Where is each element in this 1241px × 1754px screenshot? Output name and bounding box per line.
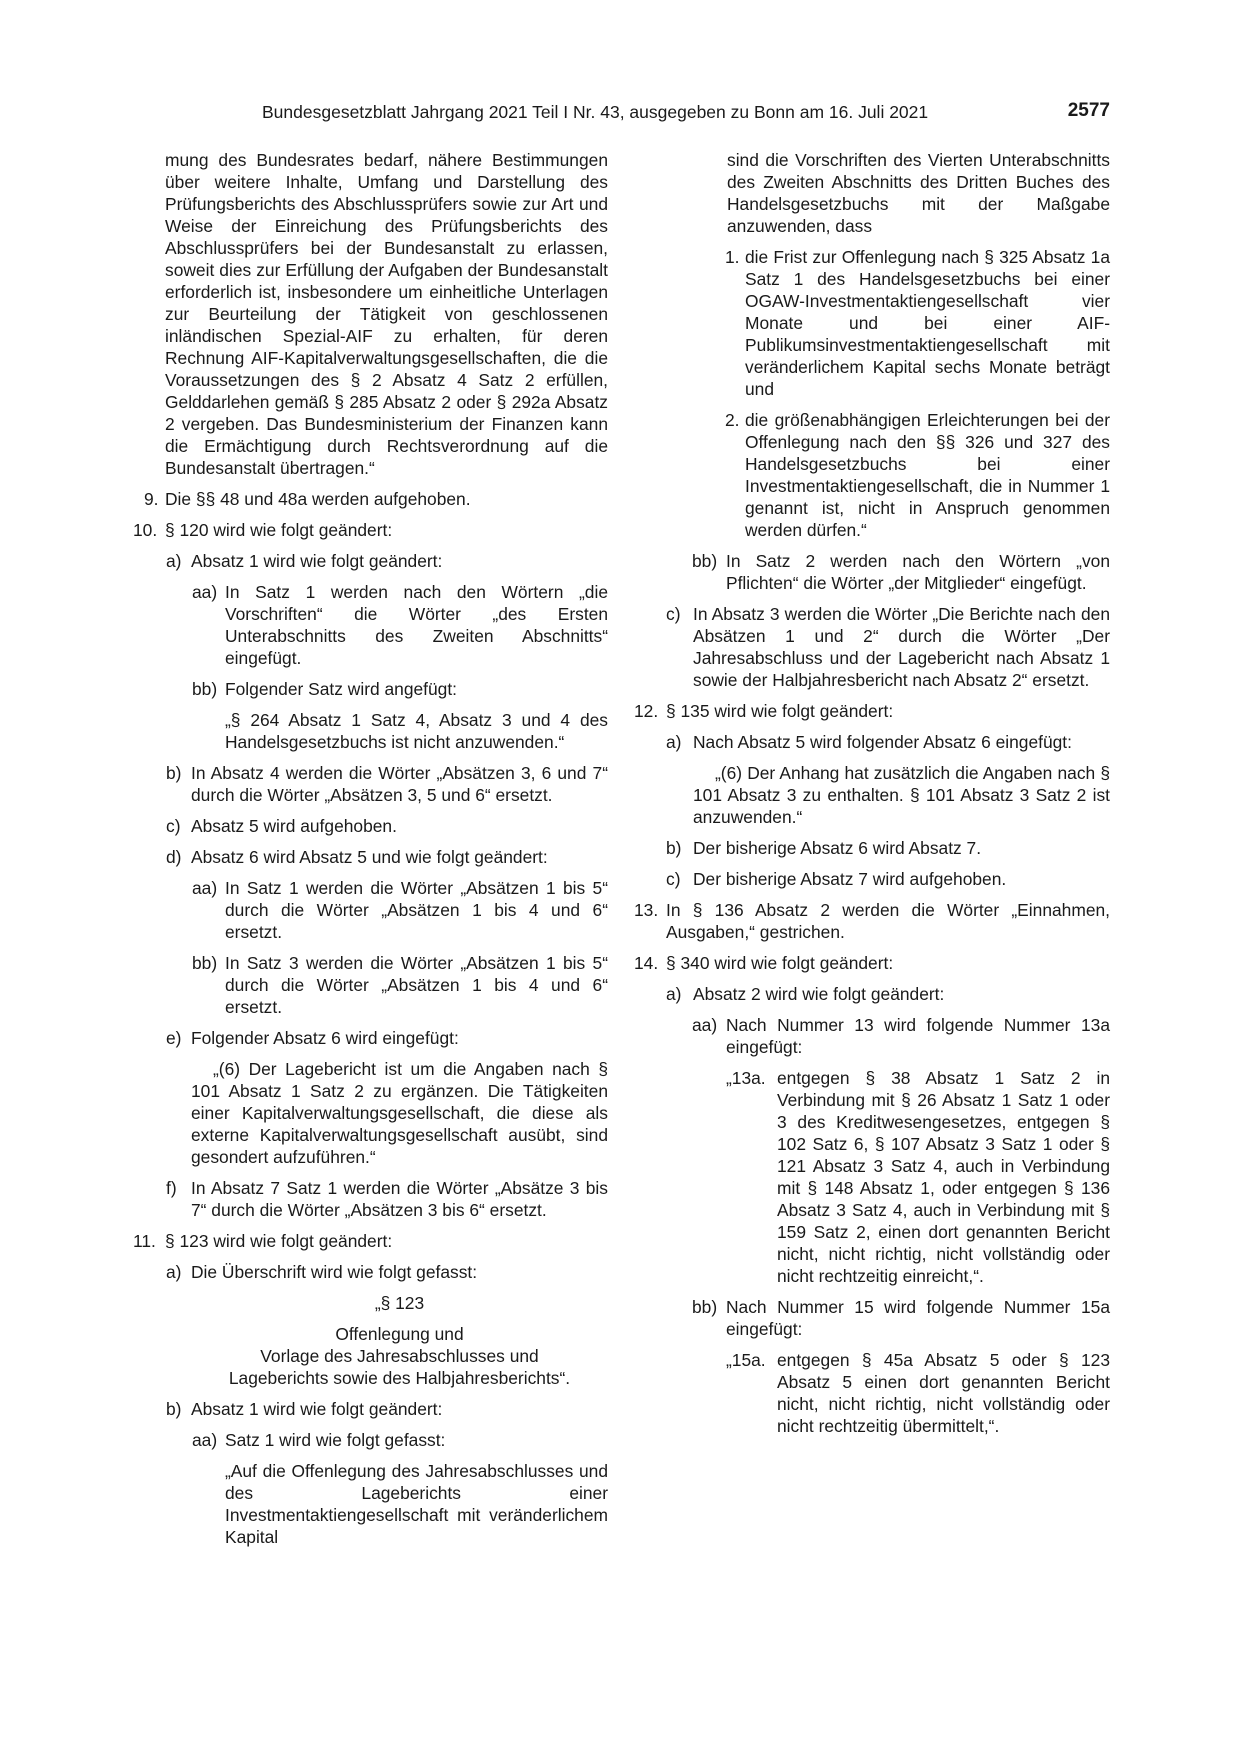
- item-10-d-aa: [130, 877, 608, 943]
- item-bb: [638, 550, 1110, 594]
- item-text: Die §§ 48 und 48a werden aufgehoben.: [165, 489, 471, 509]
- quoted-paragraph: „(6) Der Anhang hat zusätzlich die Angaben nach § 101 Absatz 3 zu enthalten. § 101 Absatz 3 Satz 2 ist anzuwenden.“: [693, 763, 1110, 827]
- item-label: aa): [692, 1015, 718, 1035]
- item-label: bb): [692, 551, 718, 571]
- item-label: 2.: [725, 410, 740, 430]
- item-text: § 123 wird wie folgt geändert:: [165, 1231, 393, 1251]
- item-text: In Satz 1 werden die Wörter „Absätzen 1 bis 5“ durch die Wörter „Absätzen 1 bis 4 und 6“ ersetzt.: [225, 878, 608, 942]
- item-15a-quote: [638, 1349, 1110, 1437]
- item-c: [638, 603, 1110, 691]
- item-text: In Absatz 3 werden die Wörter „Die Berichte nach den Absätzen 1 und 2“ durch die Wörter „Der Jahresabschluss und der Lagebericht nach Absatz 1 sowie der Halbjahresbericht nach Absatz 2“ ersetzt.: [693, 604, 1110, 690]
- item-10-a: [130, 550, 608, 572]
- item-label: bb): [692, 1297, 718, 1317]
- item-label: 11.: [133, 1231, 156, 1251]
- item-10: [130, 519, 608, 541]
- item-label: a): [166, 551, 182, 571]
- item-label: 14.: [634, 953, 659, 973]
- item-10-d: [130, 846, 608, 868]
- item-label: b): [166, 1399, 182, 1419]
- item-text: In Satz 2 werden nach den Wörtern „von Pflichten“ die Wörter „der Mitglieder“ eingefügt.: [726, 551, 1110, 593]
- item-text: Folgender Satz wird angefügt:: [225, 679, 458, 699]
- item-text: Die Überschrift wird wie folgt gefasst:: [191, 1262, 478, 1282]
- heading-line: Lageberichts sowie des Halbjahresberichts“.: [228, 1368, 571, 1388]
- item-text: § 120 wird wie folgt geändert:: [165, 520, 393, 540]
- item-text: entgegen § 45a Absatz 5 oder § 123 Absatz 5 einen dort genannten Bericht nicht, nicht richtig, nicht vollständig oder nicht rechtzeitig übermittelt,“.: [777, 1350, 1110, 1436]
- item-label: d): [166, 847, 182, 867]
- new-heading: [130, 1292, 608, 1389]
- item-text: Folgender Absatz 6 wird eingefügt:: [191, 1028, 459, 1048]
- item-11: [130, 1230, 608, 1252]
- item-12-b: [638, 837, 1110, 859]
- item-text: Der bisherige Absatz 7 wird aufgehoben.: [693, 869, 1007, 889]
- item-text: Nach Absatz 5 wird folgender Absatz 6 eingefügt:: [693, 732, 1072, 752]
- item-label: a): [666, 984, 682, 1004]
- item-label: 13.: [634, 900, 659, 920]
- item-text: In Satz 3 werden die Wörter „Absätzen 1 bis 5“ durch die Wörter „Absätzen 1 bis 4 und 6“ ersetzt.: [225, 953, 608, 1017]
- item-text: Absatz 5 wird aufgehoben.: [191, 816, 397, 836]
- item-text: § 135 wird wie folgt geändert:: [666, 701, 894, 721]
- item-label: e): [166, 1028, 182, 1048]
- item-text: die Frist zur Offenlegung nach § 325 Absatz 1a Satz 1 des Handelsgesetzbuchs bei einer OGAW-Investmentaktiengesellschaft vier Monate und bei einer AIF-Publikumsinvestmentaktiengesellschaft mit veränderlichem Kapital sechs Monate beträgt und: [745, 247, 1110, 399]
- item-1: [638, 246, 1110, 400]
- left-column: [130, 149, 608, 1548]
- item-label: 1.: [725, 247, 740, 267]
- continuation-paragraph: sind die Vorschriften des Vierten Unterabschnitts des Zweiten Abschnitts des Dritten Buches des Handelsgesetzbuchs mit der Maßgabe anzuwenden, dass: [727, 150, 1110, 236]
- item-14-a: [638, 983, 1110, 1005]
- continuation-paragraph: mung des Bundesrates bedarf, nähere Bestimmungen über weitere Inhalte, Umfang und Darstellung des Prüfungsberichts des Abschlussprüfers sowie zur Art und Weise der Einreichung des Prüfungsberichts des Abschlussprüfers bei der Bundesanstalt zu erlassen, soweit dies zur Erfüllung der Aufgaben der Bundesanstalt erforderlich ist, insbesondere um einheitliche Unterlagen zur Beurteilung der Tätigkeit von geschlossenen inländischen Spezial-AIF zu erhalten, für deren Rechnung AIF-Kapitalverwaltungsgesellschaften, die die Voraussetzungen des § 2 Absatz 4 Satz 2 erfüllen, Gelddarlehen gemäß § 285 Absatz 2 oder § 292a Absatz 2 vergeben. Das Bundesministerium der Finanzen kann die Ermächtigung durch Rechtsverordnung auf die Bundesanstalt übertragen.“: [165, 150, 608, 478]
- item-label: bb): [192, 953, 218, 973]
- item-13a-quote: [638, 1067, 1110, 1287]
- item-label: aa): [192, 878, 218, 898]
- right-column: [634, 149, 1110, 1437]
- item-10-a-aa: [130, 581, 608, 669]
- item-label: a): [166, 1262, 182, 1282]
- item-13: [634, 899, 1110, 943]
- item-text: Absatz 1 wird wie folgt geändert:: [191, 1399, 443, 1419]
- item-10-b: [130, 762, 608, 806]
- quoted-sentence: „Auf die Offenlegung des Jahresabschlusses und des Lageberichts einer Investmentaktiengesellschaft mit veränderlichem Kapital: [225, 1461, 608, 1547]
- item-14: [634, 952, 1110, 974]
- item-10-e: [130, 1027, 608, 1049]
- item-text: die größenabhängigen Erleichterungen bei der Offenlegung nach den §§ 326 und 327 des Handelsgesetzbuchs bei einer Investmentaktiengesellschaft, die in Nummer 1 genannt ist, nicht in Anspruch genommen werden dürfen.“: [745, 410, 1110, 540]
- item-12: [634, 700, 1110, 722]
- item-label: c): [666, 869, 681, 889]
- item-11-b: [130, 1398, 608, 1420]
- item-text: Nach Nummer 13 wird folgende Nummer 13a eingefügt:: [726, 1015, 1110, 1057]
- item-label: b): [666, 838, 682, 858]
- item-label: a): [666, 732, 682, 752]
- item-label: b): [166, 763, 182, 783]
- item-text: In Absatz 4 werden die Wörter „Absätzen 3, 6 und 7“ durch die Wörter „Absätzen 3, 5 und 6“ ersetzt.: [191, 763, 608, 805]
- header-title: Bundesgesetzblatt Jahrgang 2021 Teil I Nr. 43, ausgegeben zu Bonn am 16. Juli 2021: [262, 102, 929, 122]
- item-label: aa): [192, 582, 218, 602]
- page-number: 2577: [1067, 100, 1110, 121]
- quoted-paragraph: „(6) Der Lagebericht ist um die Angaben nach § 101 Absatz 1 Satz 2 zu ergänzen. Die Tätigkeiten einer Kapitalverwaltungsgesellschaft, die diese als externe Kapitalverwaltungsgesellschaft ausübt, sind gesondert aufzuführen.“: [191, 1059, 608, 1167]
- item-12-c: [638, 868, 1110, 890]
- item-14-a-bb: [638, 1296, 1110, 1340]
- item-10-a-bb: [130, 678, 608, 700]
- item-label: f): [166, 1178, 177, 1198]
- item-10-f: [130, 1177, 608, 1221]
- heading-section: „§ 123: [374, 1293, 425, 1313]
- item-text: § 340 wird wie folgt geändert:: [666, 953, 894, 973]
- item-11-a: [130, 1261, 608, 1283]
- item-text: In Absatz 7 Satz 1 werden die Wörter „Absätze 3 bis 7“ durch die Wörter „Absätzen 3 bis 6“ ersetzt.: [191, 1178, 608, 1220]
- heading-line: Offenlegung und: [335, 1324, 464, 1344]
- item-label: c): [666, 604, 681, 624]
- item-text: In § 136 Absatz 2 werden die Wörter „Einnahmen, Ausgaben,“ gestrichen.: [666, 900, 1110, 942]
- item-10-d-bb: [130, 952, 608, 1018]
- item-text: Der bisherige Absatz 6 wird Absatz 7.: [693, 838, 982, 858]
- item-label: „13a.: [726, 1068, 766, 1088]
- item-text: Absatz 1 wird wie folgt geändert:: [191, 551, 443, 571]
- item-label: 9.: [144, 489, 159, 509]
- item-text: In Satz 1 werden nach den Wörtern „die Vorschriften“ die Wörter „des Ersten Unterabschnitts des Zweiten Abschnitts“ eingefügt.: [225, 582, 608, 668]
- item-12-a: [638, 731, 1110, 753]
- item-label: „15a.: [726, 1350, 766, 1370]
- item-11-b-aa: [130, 1429, 608, 1451]
- item-text: Absatz 2 wird wie folgt geändert:: [693, 984, 945, 1004]
- item-label: 10.: [133, 520, 158, 540]
- item-label: c): [166, 816, 181, 836]
- item-9: [130, 488, 608, 510]
- quoted-sentence: „§ 264 Absatz 1 Satz 4, Absatz 3 und 4 des Handelsgesetzbuchs ist nicht anzuwenden.“: [225, 710, 608, 752]
- item-2: [638, 409, 1110, 541]
- item-text: Nach Nummer 15 wird folgende Nummer 15a eingefügt:: [726, 1297, 1110, 1339]
- item-label: bb): [192, 679, 218, 699]
- item-text: Absatz 6 wird Absatz 5 und wie folgt geändert:: [191, 847, 548, 867]
- item-text: entgegen § 38 Absatz 1 Satz 2 in Verbindung mit § 26 Absatz 1 Satz 1 oder 3 des Kreditwesengesetzes, entgegen § 102 Satz 6, § 107 Absatz 3 Satz 1 oder § 121 Absatz 3 Satz 4, auch in Verbindung mit § 148 Absatz 1, oder entgegen § 136 Absatz 3 Satz 4, auch in Verbindung mit § 159 Satz 2, einen dort genannten Bericht nicht, nicht richtig, nicht vollständig oder nicht rechtzeitig einreicht,“.: [777, 1068, 1110, 1286]
- item-label: aa): [192, 1430, 218, 1450]
- heading-line: Vorlage des Jahresabschlusses und: [260, 1346, 539, 1366]
- item-14-a-aa: [638, 1014, 1110, 1058]
- item-label: 12.: [634, 701, 659, 721]
- item-text: Satz 1 wird wie folgt gefasst:: [225, 1430, 446, 1450]
- item-10-c: [130, 815, 608, 837]
